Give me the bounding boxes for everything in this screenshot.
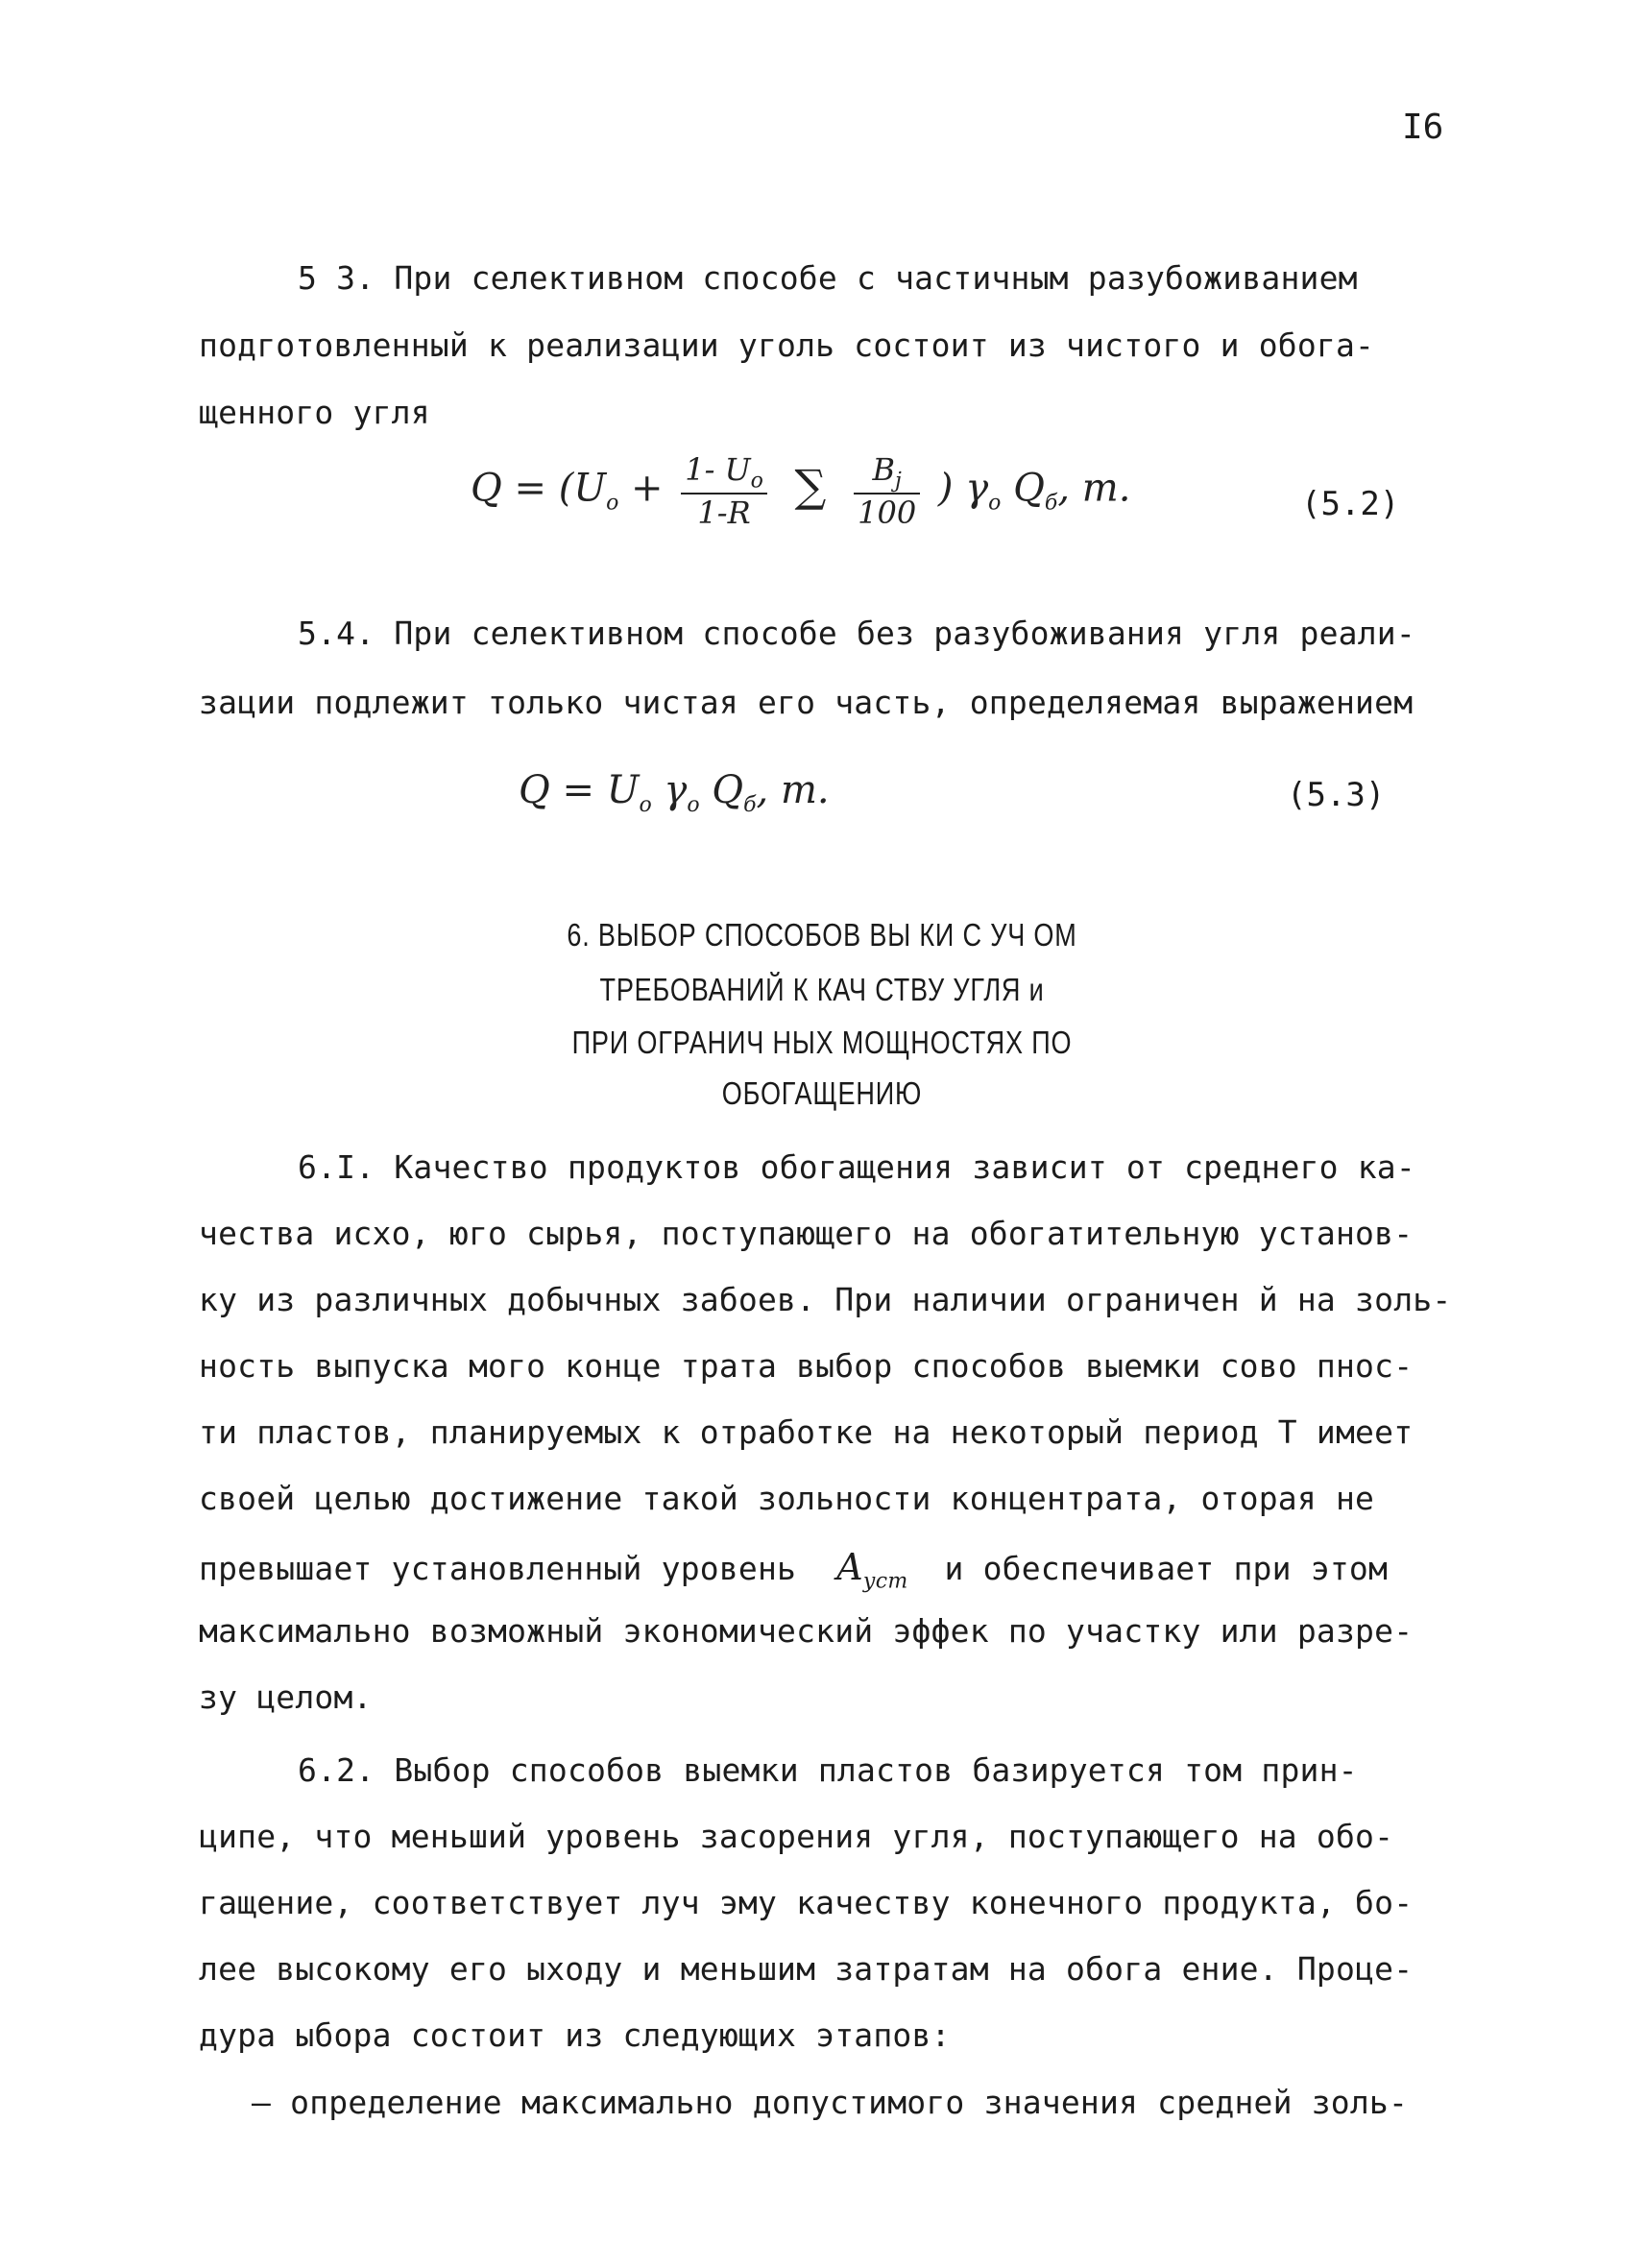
formula-5-3-qb-sub: б <box>743 793 757 817</box>
formula-5-2-frac2-num: B <box>872 451 895 488</box>
formula-5-2-u0-sub: o <box>606 491 619 516</box>
formula-5-2-close: ) <box>937 466 954 511</box>
formula-5-3-gamma: γ <box>664 768 688 812</box>
formula-5-2-plus: + <box>631 466 664 511</box>
bullet-item-1: – определение максимально допустимого значения средней золь- <box>252 2084 1409 2121</box>
paragraph-6-2-line-1: 6.2. Выбор способов выемки пластов базируется том прин- <box>298 1751 1358 1789</box>
formula-5-2-qb-sub: б <box>1044 491 1058 516</box>
paragraph-6-1-line-1: 6.I. Качество продуктов обогащения зависит от среднего ка- <box>298 1148 1415 1186</box>
formula-5-2-qb: Q <box>1013 466 1045 511</box>
paragraph-6-1-line-2: чества исхо, юго сырья, поступающего на обогатительную установ- <box>199 1215 1414 1252</box>
section-heading-line-3: ПРИ ОГРАНИЧ НЫХ МОЩНОСТЯХ ПО <box>571 1025 1073 1060</box>
formula-5-2-frac2-den: 100 <box>858 495 917 532</box>
formula-5-2-gamma: γ <box>965 466 989 511</box>
formula-5-2-frac1-num-sub: o <box>750 469 763 494</box>
paragraph-5-3-line-2: подготовленный к реализации уголь состоит из чистого и обога- <box>199 326 1375 364</box>
formula-5-3-unit: , т. <box>756 768 830 812</box>
paragraph-5-4-line-1: 5.4. При селективном способе без разубоживания угля реали- <box>298 615 1415 652</box>
paragraph-6-1-line-9: зу целом. <box>199 1678 373 1716</box>
paragraph-5-3-line-3: щенного угля <box>199 394 430 431</box>
formula-5-2-fraction-2 <box>854 451 920 531</box>
ash-level-symbol <box>836 1546 908 1594</box>
paragraph-6-2-line-3: гащение, соответствует луч эму качеству конечного продукта, бо- <box>199 1884 1414 1921</box>
ash-level-symbol-sub: уст <box>862 1569 908 1594</box>
paragraph-6-1-line-7-after: и обеспечивает при этом <box>944 1550 1389 1587</box>
formula-5-2-gamma-sub: o <box>988 491 1002 516</box>
section-heading-line-4: ОБОГАЩЕНИЮ <box>721 1075 923 1111</box>
paragraph-6-1-line-7-before: превышает установленный уровень <box>199 1550 797 1587</box>
equation-number-5-2: (5.2) <box>1301 485 1400 523</box>
formula-5-2-unit: , т. <box>1057 466 1131 511</box>
formula-5-2-frac1-num: 1- U <box>685 451 751 488</box>
section-heading-line-2: ТРЕБОВАНИЙ К КАЧ СТВУ УГЛЯ и <box>599 972 1045 1007</box>
formula-5-2-fraction-1 <box>681 451 767 531</box>
paragraph-6-1-line-8: максимально возможный экономический эффек по участку или разре- <box>199 1612 1414 1650</box>
paragraph-5-4-line-2: зации подлежит только чистая его часть, определяемая выражением <box>199 684 1414 721</box>
formula-5-2 <box>471 451 1130 531</box>
page-number: I6 <box>1402 108 1444 147</box>
paragraph-6-1-line-3: ку из различных добычных забоев. При наличии ограничен й на золь- <box>199 1281 1452 1318</box>
ash-level-symbol-main: A <box>836 1546 863 1588</box>
formula-5-2-frac1-den: 1-R <box>697 495 751 532</box>
paragraph-5-3-line-1: 5 3. При селективном способе с частичным разубоживанием <box>298 259 1358 297</box>
paragraph-6-1-line-6: своей целью достижение такой зольности концентрата, оторая не <box>199 1480 1375 1517</box>
paragraph-6-1-line-5: ти пластов, планируемых к отработке на некоторый период T имеет <box>199 1413 1414 1451</box>
formula-5-3-u0-sub: o <box>639 793 652 817</box>
formula-5-3-qb: Q <box>712 768 744 812</box>
formula-5-2-lhs: Q = ( <box>471 466 574 511</box>
formula-5-2-frac2-num-sub: j <box>894 469 902 494</box>
formula-5-3 <box>519 768 830 817</box>
equation-number-5-3: (5.3) <box>1287 776 1386 814</box>
formula-5-3-text: Q = U <box>519 768 640 812</box>
paragraph-6-2-line-4: лее высокому его ыходу и меньшим затратам на обога ение. Проце- <box>199 1950 1414 1988</box>
paragraph-6-1-line-7 <box>199 1546 1388 1594</box>
paragraph-6-2-line-2: ципе, что меньший уровень засорения угля, поступающего на обо- <box>199 1818 1394 1855</box>
formula-5-3-gamma-sub: o <box>687 793 700 817</box>
section-heading-line-1: 6. ВЫБОР СПОСОБОВ ВЫ КИ С УЧ ОМ <box>567 917 1077 953</box>
formula-5-2-sigma: ∑ <box>794 459 827 512</box>
paragraph-6-1-line-4: ность выпуска мого конце трата выбор способов выемки сово пнос- <box>199 1347 1414 1385</box>
formula-5-2-u0: U <box>573 466 607 511</box>
paragraph-6-2-line-5: дура ыбора состоит из следующих этапов: <box>199 2016 951 2054</box>
